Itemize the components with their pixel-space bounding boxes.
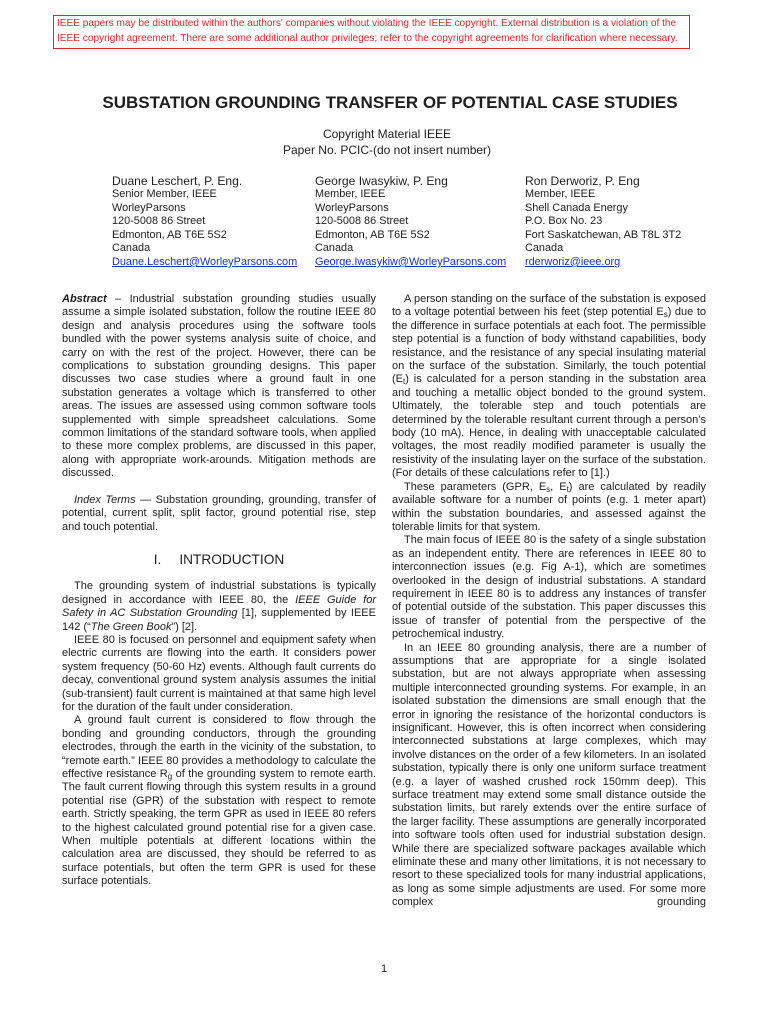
paragraph-text: ) are calculated by readily available software for a number of points (e.g. 1 meter apart) within the substation boundaries, and assessed against the tolerable limits for that system. (392, 480, 706, 533)
body-paragraph (392, 481, 706, 535)
index-terms-label: Index Terms (74, 494, 136, 507)
body-paragraph (62, 634, 376, 714)
paragraph-text: IEEE 80 is focused on personnel and equipment safety when electric currents are flowing into the earth. It considers power system frequency (50-60 Hz) events. Although fault currents do decay, conventional ground system analysis assumes the initial (sub-transient) fault current is maintained at that same high level for the duration of the fault under consideration. (62, 633, 376, 713)
abstract-label: Abstract (62, 293, 107, 305)
copyright-notice-line-2: IEEE copyright agreement. There are some additional author privileges; refer to the copyright agreements for clarification where necessary. (57, 32, 678, 44)
author-email-link[interactable]: George.Iwasykiw@WorleyParsons.com (315, 255, 507, 268)
author-company: WorleyParsons (112, 201, 186, 214)
author-membership: Member, IEEE (525, 188, 596, 200)
copyright-notice (53, 15, 690, 49)
author-country: Canada (525, 242, 564, 255)
subscript: t (566, 484, 569, 494)
body-paragraph (392, 642, 706, 910)
author-membership: Member, IEEE (315, 188, 386, 200)
subscript: s (546, 484, 551, 494)
section-heading (62, 548, 376, 572)
author-city: Fort Saskatchewan, AB T8L 3T2 (525, 228, 682, 241)
page-number: 1 (380, 963, 388, 975)
copyright-material-line: Copyright Material IEEE (322, 127, 452, 141)
author-block-2 (315, 174, 506, 270)
author-name: Ron Derworiz, P. Eng (525, 174, 640, 188)
subscript: s (663, 310, 668, 320)
abstract-paragraph (62, 293, 376, 481)
paragraph-text: of the grounding system to remote earth. The fault current flowing through this system results in a ground potential rise (GPR) of the substation with respect to remote earth. Strictly speaking, the term GPR as used in IEEE 80 refers to the highest calculated ground potential rise for a given case. When multiple potentials at different locations within the calculation area are discussed, they should be referred to as surface potentials, but often the term GPR is used for these surface potentials. (62, 767, 376, 888)
paragraph-text: A person standing on the surface of the substation is exposed to a voltage potential between his feet (step potential E (392, 293, 706, 319)
author-name: Duane Leschert, P. Eng. (112, 174, 243, 188)
paragraph-text: ”) [2]. (171, 620, 198, 633)
author-name: George Iwasykiw, P. Eng (315, 174, 448, 188)
abstract-text: – Industrial substation grounding studies usually assume a simple isolated substation, follow the routine IEEE 80 design and analysis procedures using the software tools bundled with the power systems analysis suite of choice, and carry on with the rest of the project. However, there can be complications to substation grounding designs. This paper discusses two case studies where a ground fault in one substation generates a voltage which is transferred to other areas. The issues are assessed using common software tools supplemented with simple spreadsheet calculations. Some common limitations of the standard software tools, when applied to these more complex problems, are discussed in this paper, along with appropriate work-arounds. Mitigation methods are discussed. (62, 293, 377, 480)
section-number: I. (153, 552, 162, 568)
paragraph-text: The main focus of IEEE 80 is the safety of a single substation as an independent entity. There are references in IEEE 80 to interconnection issues (e.g. Fig A-1), which are sometimes overlooked in the design of industrial substations. A standard requirement in IEEE 80 is to address any instances of transfer of potential outside of the substation. This paper discusses this issue of transfer of potential from the perspective of the petrochemical industry. (392, 534, 706, 641)
author-country: Canada (112, 242, 151, 255)
author-company: WorleyParsons (315, 201, 389, 214)
index-terms-paragraph (62, 494, 376, 534)
paragraph-text: [1], supplemented by IEEE 142 (“ (62, 607, 376, 633)
italic-reference-title: The Green Book (90, 620, 172, 633)
paper-title: SUBSTATION GROUNDING TRANSFER OF POTENTIAL CASE STUDIES (102, 93, 678, 112)
paragraph-text: The grounding system of industrial substations is typically designed in accordance with IEEE 80, the (62, 580, 376, 606)
paragraph-text: In an IEEE 80 grounding analysis, there are a number of assumptions that are appropriate for a single isolated substation, but are not always appropriate when assessing multiple interconnected grounding systems. For example, in an isolated substation the dimensions are small enough that the error in ignoring the resistance of the horizontal conductors is insignificant. However, this is often incorrect when considering interconnected substations at large complexes, which may involve distances on the order of a few kilometers. In an isolated substation, typically there is only one uniform surface treatment (e.g. a layer of washed crushed rock 150mm deep). This surface treatment may extend some small distance outside the substation limits, but rarely extends over the entire surface of the larger facility. These assumptions are generally incorporated into software tools often used for industrial substation design. While there are specialized software packages available which eliminate these and many other limitations, it is not necessary to resort to these specialized tools for many industrial applications, as long as some simple adjustments are used. For some more complex grounding (392, 641, 706, 909)
paragraph-text: These parameters (GPR, E (404, 480, 547, 493)
author-block-1 (112, 174, 297, 270)
index-terms-text: — Substation grounding, grounding, transfer of potential, current split, split factor, ground potential rise, step and touch potential. (62, 494, 377, 533)
author-country: Canada (315, 242, 354, 255)
paragraph-text: ) is calculated for a person standing in the substation area and touching a metallic object bonded to the ground system. Ultimately, the tolerable step and touch potentials are determined by the tolerable resultant current through a person’s body (10 mA). Hence, in dealing with unacceptable calculated voltages, the most readily modified parameter is usually the resistivity of the insulating layer on the surface of the substation. (For details of these calculations refer to [1].) (392, 373, 706, 480)
author-address: 120-5008 86 Street (315, 215, 409, 228)
author-address: P.O. Box No. 23 (525, 215, 603, 228)
left-column (62, 293, 376, 889)
paragraph-text: ) due to the difference in surface potentials at each foot. The permissible step potential is a function of body withstand capabilities, body resistance, and the resistance of any special insulating material on the surface of the substation. Similarly, the touch potential (E (392, 306, 706, 386)
body-paragraph (62, 580, 376, 634)
paper-number-line: Paper No. PCIC-(do not insert number) (282, 143, 492, 157)
author-email-link[interactable]: Duane.Leschert@WorleyParsons.com (112, 255, 298, 268)
author-membership: Senior Member, IEEE (112, 188, 217, 200)
section-title: INTRODUCTION (179, 552, 285, 568)
author-company: Shell Canada Energy (525, 201, 628, 214)
subscript: g (167, 771, 173, 781)
right-column (392, 293, 706, 910)
author-city: Edmonton, AB T6E 5S2 (315, 228, 430, 241)
body-paragraph (62, 714, 376, 888)
author-email-link[interactable]: rderworiz@ieee.org (525, 255, 621, 268)
author-block-3 (525, 174, 681, 270)
subscript: t (403, 377, 406, 387)
copyright-notice-line-1: IEEE papers may be distributed within the authors' companies without violating the IEEE copyright. External distribution is a violation of the (57, 18, 677, 29)
paragraph-text: A ground fault current is considered to flow through the bonding and grounding conductors, through the grounding electrodes, through the earth in the vicinity of the substation, to “remote earth.” IEEE 80 provides a methodology to calculate the effective resistance R (62, 714, 376, 780)
body-paragraph (392, 534, 706, 641)
author-city: Edmonton, AB T6E 5S2 (112, 228, 227, 241)
author-address: 120-5008 86 Street (112, 215, 206, 228)
italic-reference-title: IEEE Guide for Safety in AC Substation Grounding (62, 593, 377, 620)
paragraph-text: , E (550, 480, 567, 493)
body-paragraph (392, 293, 706, 481)
